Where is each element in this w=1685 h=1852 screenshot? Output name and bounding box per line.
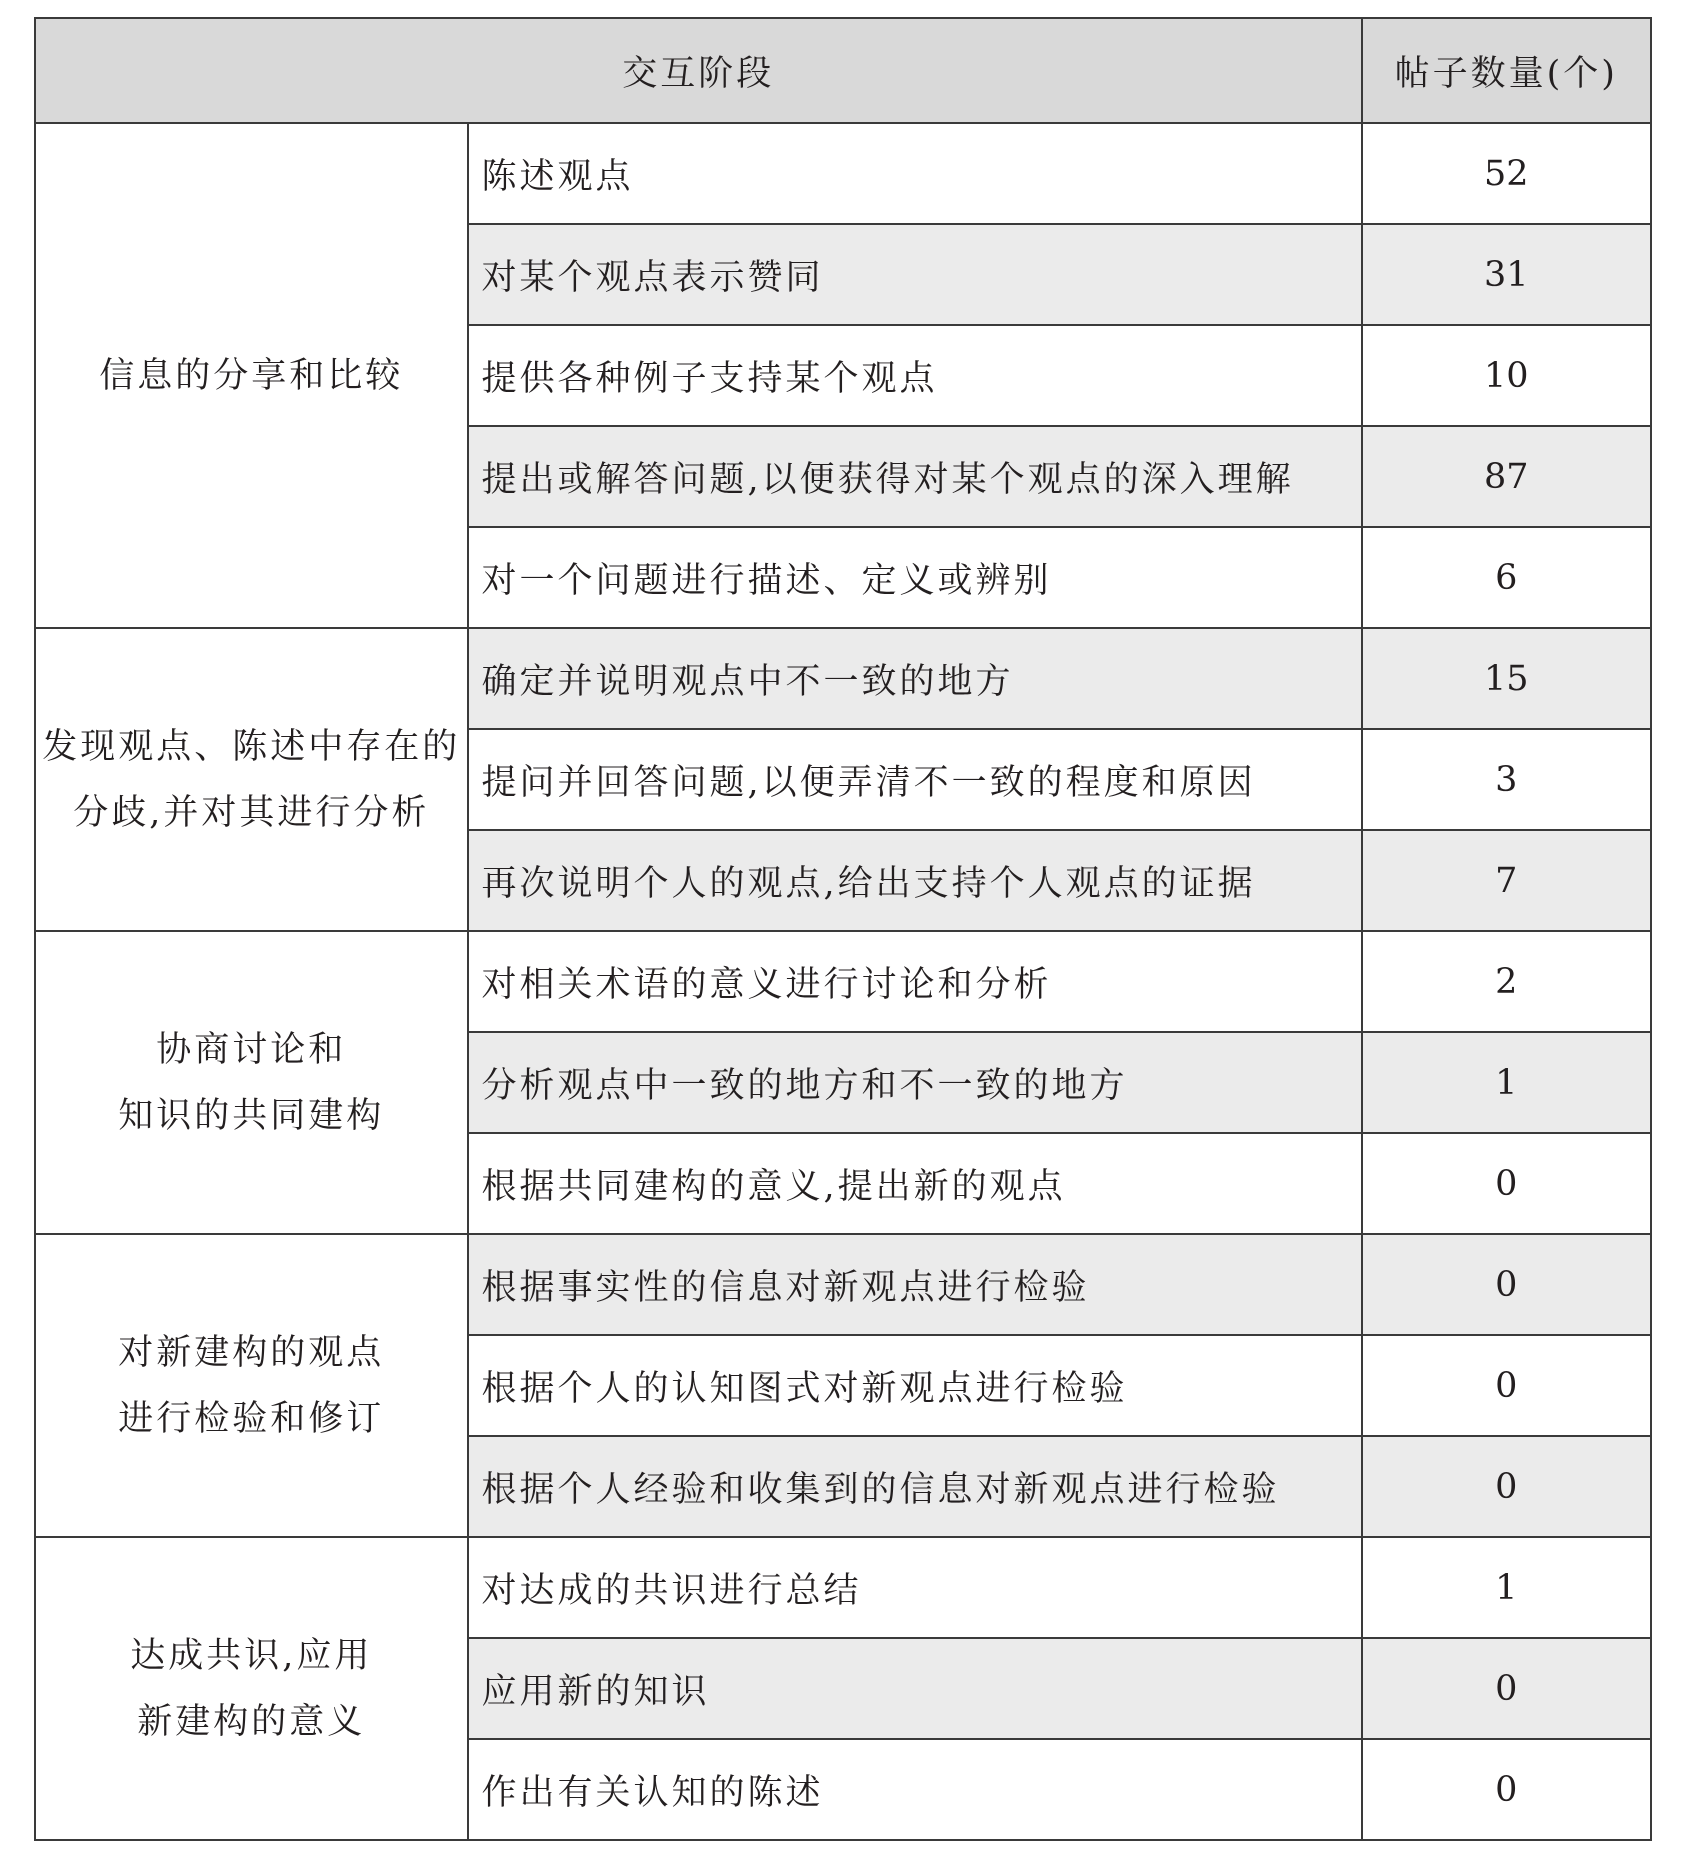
- stage-label-line: 对新建构的观点: [118, 1332, 385, 1373]
- stage-label-line: 新建构的意义: [137, 1701, 366, 1742]
- post-count-cell: 31: [1362, 224, 1651, 325]
- stage-cell: [35, 628, 468, 931]
- table-row: [35, 931, 1651, 1032]
- stage-label-line: 分歧,并对其进行分析: [73, 792, 430, 833]
- header-stage: 交互阶段: [35, 18, 1362, 123]
- behavior-cell: 应用新的知识: [468, 1638, 1362, 1739]
- stage-cell: [35, 123, 468, 628]
- stage-label-line: 协商讨论和: [156, 1029, 347, 1070]
- post-count-cell: 0: [1362, 1234, 1651, 1335]
- table-row: [35, 1234, 1651, 1335]
- header-count: 帖子数量(个): [1362, 18, 1651, 123]
- behavior-cell: 陈述观点: [468, 123, 1362, 224]
- post-count-cell: 3: [1362, 729, 1651, 830]
- post-count-cell: 0: [1362, 1436, 1651, 1537]
- behavior-cell: 再次说明个人的观点,给出支持个人观点的证据: [468, 830, 1362, 931]
- table-row: [35, 628, 1651, 729]
- post-count-cell: 6: [1362, 527, 1651, 628]
- post-count-cell: 1: [1362, 1537, 1651, 1638]
- stage-label-line: 发现观点、陈述中存在的: [42, 726, 461, 767]
- post-count-cell: 87: [1362, 426, 1651, 527]
- behavior-cell: 对一个问题进行描述、定义或辨别: [468, 527, 1362, 628]
- header-row: [35, 18, 1651, 123]
- post-count-cell: 52: [1362, 123, 1651, 224]
- behavior-cell: 作出有关认知的陈述: [468, 1739, 1362, 1840]
- table-row: [35, 1537, 1651, 1638]
- behavior-cell: 提问并回答问题,以便弄清不一致的程度和原因: [468, 729, 1362, 830]
- behavior-cell: 根据共同建构的意义,提出新的观点: [468, 1133, 1362, 1234]
- behavior-cell: 提出或解答问题,以便获得对某个观点的深入理解: [468, 426, 1362, 527]
- stage-label-line: 知识的共同建构: [118, 1095, 385, 1136]
- post-count-cell: 0: [1362, 1133, 1651, 1234]
- behavior-cell: 对某个观点表示赞同: [468, 224, 1362, 325]
- behavior-cell: 根据个人的认知图式对新观点进行检验: [468, 1335, 1362, 1436]
- behavior-cell: 根据个人经验和收集到的信息对新观点进行检验: [468, 1436, 1362, 1537]
- stage-label-line: 信息的分享和比较: [99, 355, 404, 396]
- behavior-cell: 确定并说明观点中不一致的地方: [468, 628, 1362, 729]
- behavior-cell: 分析观点中一致的地方和不一致的地方: [468, 1032, 1362, 1133]
- post-count-cell: 1: [1362, 1032, 1651, 1133]
- post-count-cell: 0: [1362, 1638, 1651, 1739]
- stage-cell: [35, 931, 468, 1234]
- post-count-cell: 10: [1362, 325, 1651, 426]
- post-count-cell: 15: [1362, 628, 1651, 729]
- stage-cell: [35, 1537, 468, 1840]
- post-count-cell: 0: [1362, 1739, 1651, 1840]
- behavior-cell: 对相关术语的意义进行讨论和分析: [468, 931, 1362, 1032]
- post-count-cell: 2: [1362, 931, 1651, 1032]
- stage-label-line: 进行检验和修订: [118, 1398, 385, 1439]
- stage-cell: [35, 1234, 468, 1537]
- post-count-cell: 0: [1362, 1335, 1651, 1436]
- behavior-cell: 提供各种例子支持某个观点: [468, 325, 1362, 426]
- behavior-cell: 对达成的共识进行总结: [468, 1537, 1362, 1638]
- stage-label-line: 达成共识,应用: [130, 1635, 373, 1676]
- table-row: [35, 123, 1651, 224]
- interaction-stage-table: [34, 17, 1652, 1841]
- post-count-cell: 7: [1362, 830, 1651, 931]
- behavior-cell: 根据事实性的信息对新观点进行检验: [468, 1234, 1362, 1335]
